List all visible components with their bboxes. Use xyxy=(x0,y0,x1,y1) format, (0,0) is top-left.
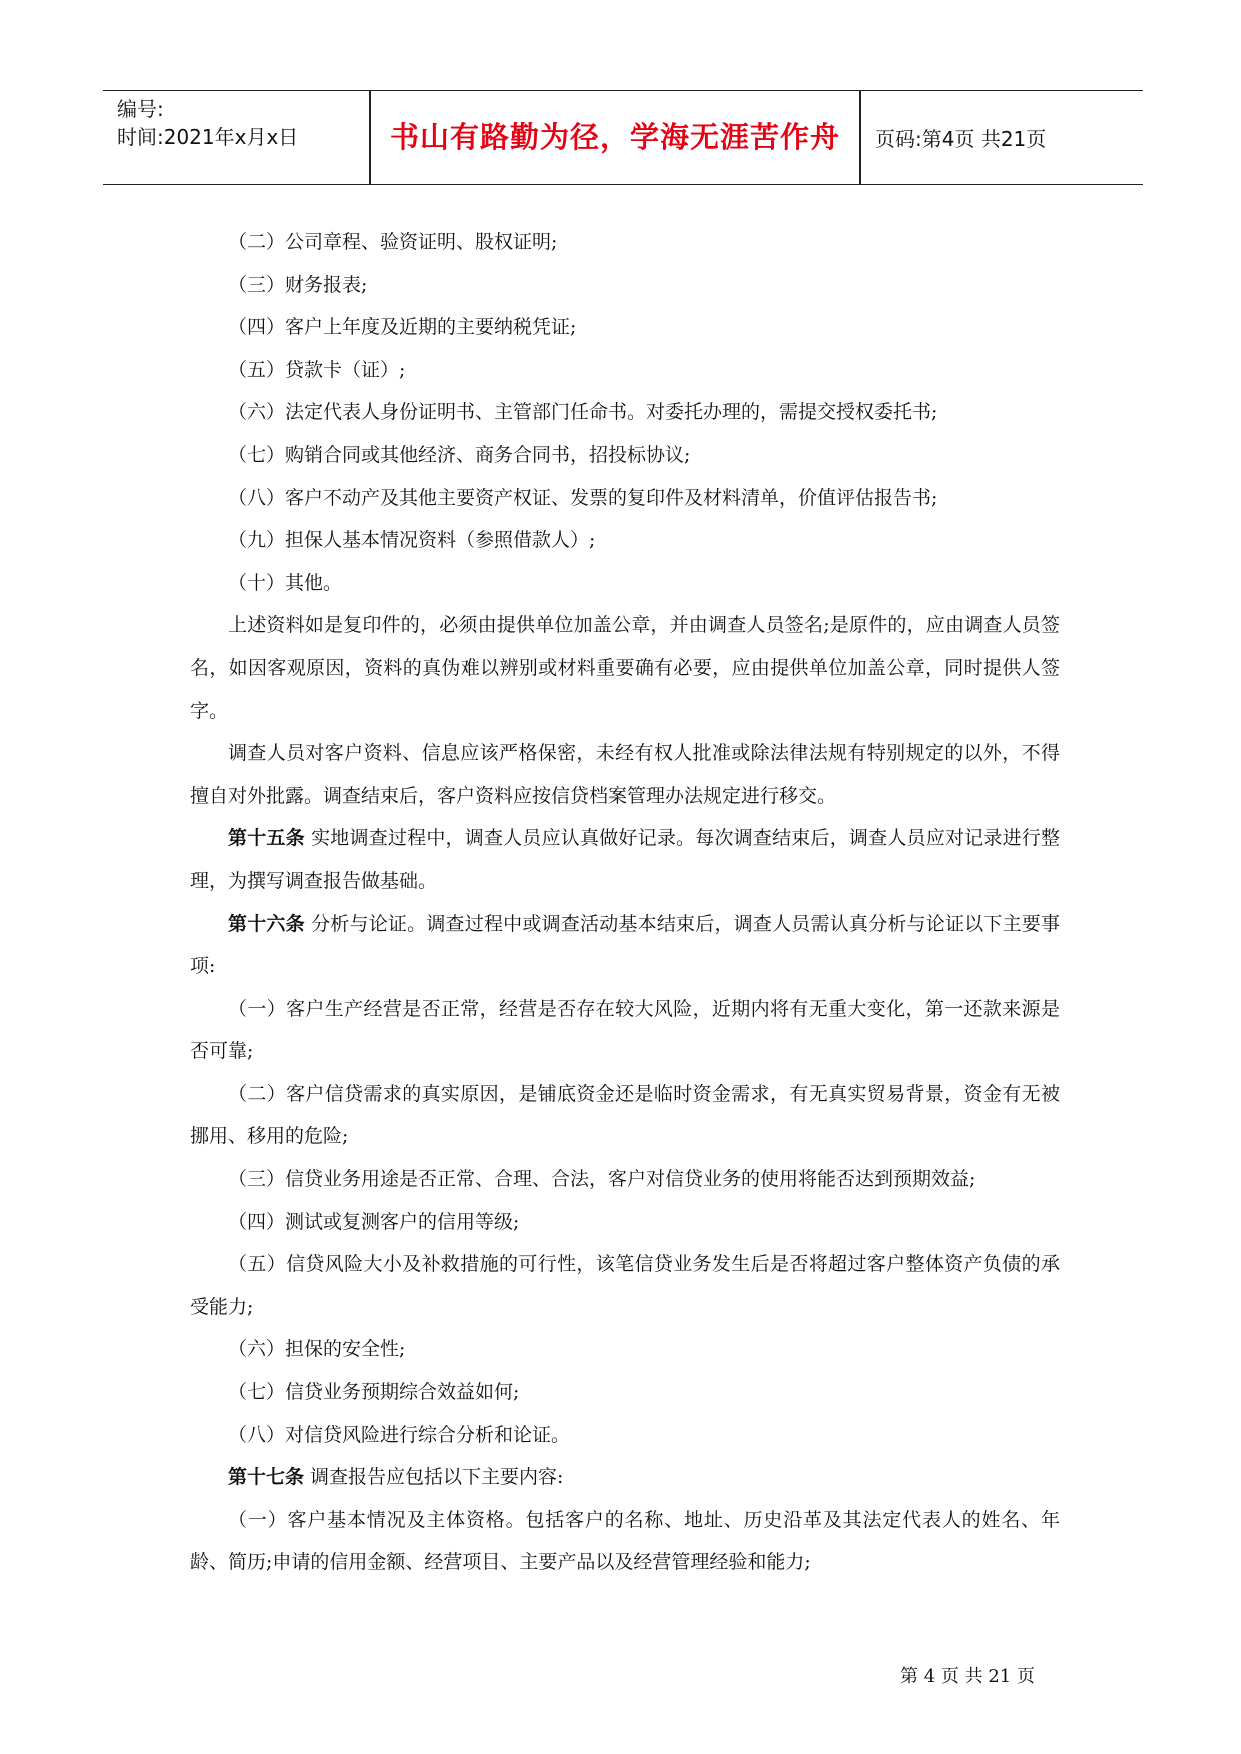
paragraph-text: （五）贷款卡（证）; xyxy=(228,358,406,381)
document-paragraph xyxy=(190,732,1060,817)
paragraph-text: （四）测试或复测客户的信用等级; xyxy=(228,1210,520,1233)
paragraph-text: 实地调查过程中，调查人员应认真做好记录。每次调查结束后，调查人员应对记录进行整理，为撰写调查报告做基础。 xyxy=(190,827,1060,892)
document-paragraph xyxy=(190,1371,1060,1414)
document-paragraph xyxy=(190,1414,1060,1457)
paragraph-text: （七）购销合同或其他经济、商务合同书，招投标协议; xyxy=(228,443,691,466)
document-paragraph xyxy=(190,306,1060,349)
page-footer: 第 4 页 共 21 页 xyxy=(900,1666,1035,1687)
paragraph-text: （八）客户不动产及其他主要资产权证、发票的复印件及材料清单，价值评估报告书; xyxy=(228,486,938,509)
document-paragraph xyxy=(190,519,1060,562)
paragraph-text: （六）法定代表人身份证明书、主管部门任命书。对委托办理的，需提交授权委托书; xyxy=(228,401,938,424)
paragraph-text: （三）财务报表; xyxy=(228,273,368,296)
document-paragraph xyxy=(190,477,1060,520)
document-paragraph xyxy=(190,434,1060,477)
paragraph-text: （二）客户信贷需求的真实原因，是铺底资金还是临时资金需求，有无真实贸易背景，资金有无被挪用、移用的危险; xyxy=(190,1082,1060,1148)
document-paragraph xyxy=(190,349,1060,392)
page-header xyxy=(103,90,1143,185)
paragraph-text: 上述资料如是复印件的，必须由提供单位加盖公章，并由调查人员签名;是原件的，应由调查人员签名，如因客观原因，资料的真伪难以辨别或材料重要确有必要，应由提供单位加盖公章，同时提供人签字。 xyxy=(190,614,1060,722)
article-heading: 第十六条 xyxy=(228,912,305,935)
document-paragraph xyxy=(190,1456,1060,1499)
paragraph-text: （五）信贷风险大小及补救措施的可行性，该笔信贷业务发生后是否将超过客户整体资产负债的承受能力; xyxy=(190,1253,1060,1318)
paragraph-text: （一）客户生产经营是否正常，经营是否存在较大风险，近期内将有无重大变化，第一还款来源是否可靠; xyxy=(190,997,1060,1063)
header-page-number: 页码:第4页 共21页 xyxy=(875,127,1047,151)
document-body xyxy=(190,221,1060,1584)
document-paragraph xyxy=(190,1201,1060,1244)
paragraph-text: （九）担保人基本情况资料（参照借款人）; xyxy=(228,529,596,552)
article-heading: 第十七条 xyxy=(228,1466,305,1489)
paragraph-text: 调查人员对客户资料、信息应该严格保密，未经有权人批准或除法律法规有特别规定的以外，不得擅自对外批露。调查结束后，客户资料应按信贷档案管理办法规定进行移交。 xyxy=(190,742,1060,807)
document-paragraph xyxy=(190,903,1060,988)
document-paragraph xyxy=(190,1073,1060,1158)
header-motto: 书山有路勤为径，学海无涯苦作舟 xyxy=(389,120,840,154)
document-time-label: 时间:2021年x月x日 xyxy=(117,125,299,149)
paragraph-text: （八）对信贷风险进行综合分析和论证。 xyxy=(228,1423,571,1446)
header-divider xyxy=(859,91,861,184)
article-heading: 第十五条 xyxy=(228,827,305,850)
document-paragraph xyxy=(190,1243,1060,1328)
document-paragraph xyxy=(190,1158,1060,1201)
document-number-label: 编号: xyxy=(117,97,164,121)
paragraph-text: （二）公司章程、验资证明、股权证明; xyxy=(228,231,558,253)
document-paragraph xyxy=(190,221,1060,264)
document-paragraph xyxy=(190,391,1060,434)
paragraph-text: （一）客户基本情况及主体资格。包括客户的名称、地址、历史沿革及其法定代表人的姓名、年龄、简历;申请的信用金额、经营项目、主要产品以及经营管理经验和能力; xyxy=(190,1508,1060,1574)
document-paragraph xyxy=(190,988,1060,1073)
document-paragraph xyxy=(190,1499,1060,1584)
paragraph-text: （十）其他。 xyxy=(228,571,343,594)
paragraph-text: 调查报告应包括以下主要内容: xyxy=(304,1466,564,1489)
document-paragraph xyxy=(190,264,1060,307)
paragraph-text: （四）客户上年度及近期的主要纳税凭证; xyxy=(228,316,577,339)
document-paragraph xyxy=(190,1328,1060,1371)
document-paragraph xyxy=(190,604,1060,732)
paragraph-text: （三）信贷业务用途是否正常、合理、合法，客户对信贷业务的使用将能否达到预期效益; xyxy=(228,1168,976,1191)
document-paragraph xyxy=(190,562,1060,605)
document-paragraph xyxy=(190,817,1060,902)
paragraph-text: 分析与论证。调查过程中或调查活动基本结束后，调查人员需认真分析与论证以下主要事项: xyxy=(190,912,1060,978)
paragraph-text: （六）担保的安全性; xyxy=(228,1338,406,1361)
paragraph-text: （七）信贷业务预期综合效益如何; xyxy=(228,1381,520,1404)
